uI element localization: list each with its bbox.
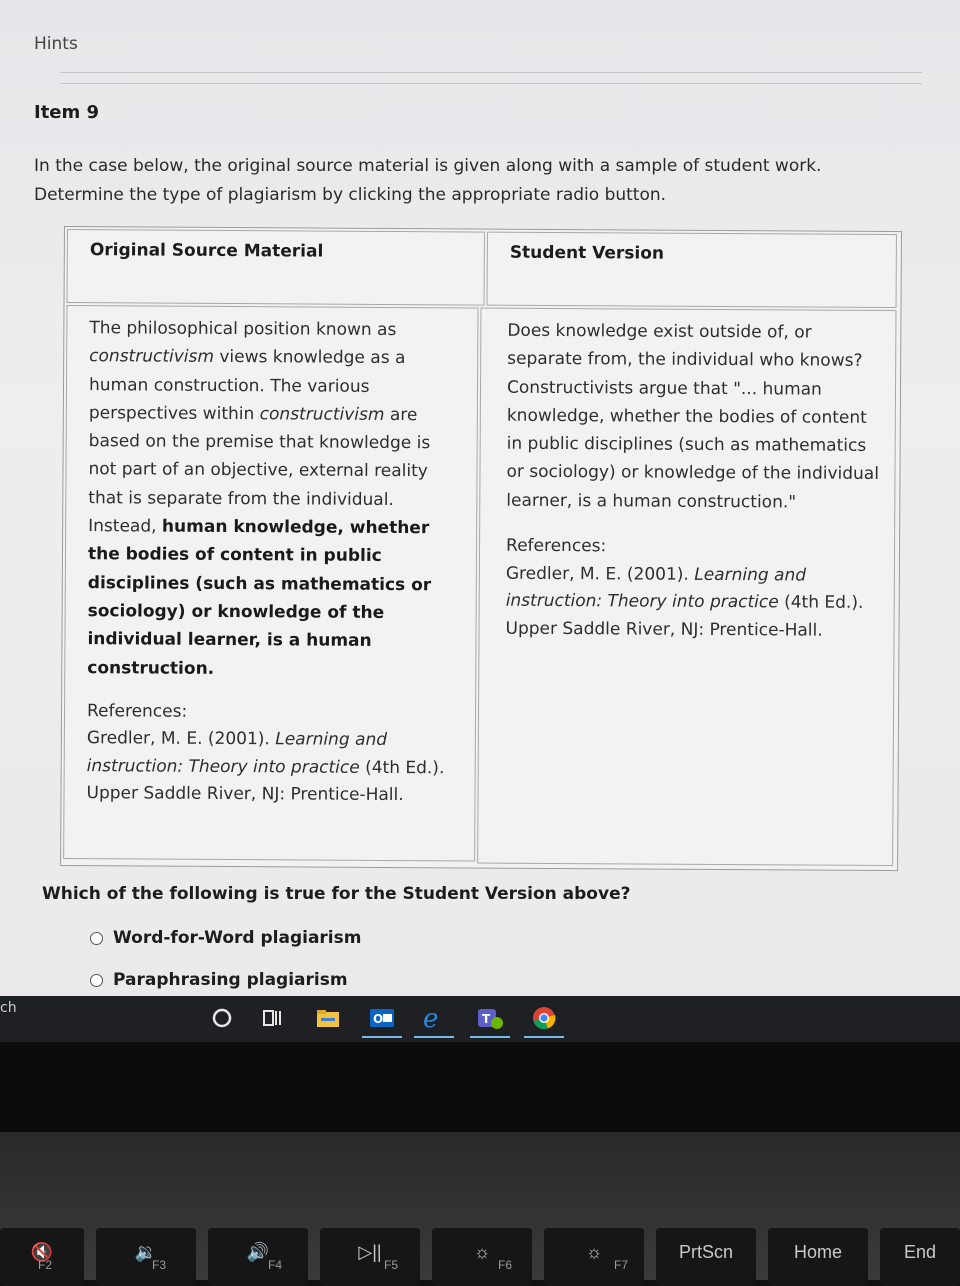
- student-version-header: Student Version: [487, 232, 897, 309]
- divider: [60, 72, 922, 73]
- text-run: views knowledge as a human construction. The various perspectives within: [88, 347, 406, 425]
- student-version-text: Does knowledge exist outside of, or separate from, the individual who knows? Constructivists argue that "... human knowledge, whether the bodies of content in public disciplines (such as mathematics or sociology) or knowledge of the individual learner, is a human construction.": [506, 320, 880, 513]
- reference-citation: [505, 560, 879, 645]
- original-references: [86, 698, 455, 810]
- citation-tail: (4th Ed.). Upper Saddle River, NJ: Prentice-Hall.: [86, 757, 445, 806]
- italic-term: constructivism: [259, 404, 385, 425]
- active-indicator: [414, 1036, 454, 1038]
- edge-icon[interactable]: [420, 1004, 448, 1032]
- option-word-for-word[interactable]: [90, 928, 361, 948]
- outlook-icon[interactable]: [368, 1004, 396, 1032]
- original-source-header: Original Source Material: [67, 229, 485, 306]
- key-glyph: 🔇: [30, 1242, 54, 1262]
- key-glyph: Home: [793, 1242, 842, 1262]
- reference-citation: [86, 726, 454, 811]
- original-source-text: [87, 314, 457, 684]
- key-fn-label: F2: [38, 1258, 53, 1272]
- svg-text:e: e: [423, 1005, 439, 1031]
- key-brightness-down[interactable]: [432, 1228, 532, 1286]
- key-fn-label: F4: [268, 1258, 283, 1272]
- key-fn-label: F6: [498, 1258, 513, 1272]
- option-paraphrasing[interactable]: [90, 970, 348, 990]
- svg-text:O: O: [373, 1012, 384, 1026]
- keyboard-function-row: [0, 1132, 960, 1280]
- chrome-icon[interactable]: [530, 1004, 558, 1032]
- item-instructions: In the case below, the original source material is given along with a sample of student work. Determine the type of plagiarism by clicking the appropriate radio button.: [34, 156, 822, 205]
- key-fn-label: F3: [152, 1258, 167, 1272]
- references-label: References:: [86, 701, 188, 722]
- option-label: Paraphrasing plagiarism: [113, 970, 348, 990]
- key-fn-label: F7: [614, 1258, 629, 1272]
- comparison-table: [60, 226, 902, 871]
- citation-tail: (4th Ed.). Upper Saddle River, NJ: Prentice-Hall.: [505, 592, 864, 641]
- student-references: [505, 533, 880, 645]
- key-play-pause[interactable]: [320, 1228, 420, 1286]
- key-volume-up[interactable]: [208, 1228, 308, 1286]
- key-volume-down[interactable]: [96, 1228, 196, 1286]
- cortana-circle-icon[interactable]: [208, 1004, 236, 1032]
- svg-text:T: T: [482, 1012, 491, 1026]
- citation-author: Gredler, M. E. (2001).: [505, 563, 695, 585]
- citation-author: Gredler, M. E. (2001).: [86, 728, 276, 750]
- divider: [60, 83, 922, 84]
- file-explorer-icon[interactable]: [314, 1004, 342, 1032]
- search-box-edge[interactable]: ch: [0, 1000, 17, 1016]
- key-end[interactable]: [880, 1228, 960, 1286]
- windows-taskbar: [0, 996, 960, 1042]
- active-indicator: [524, 1036, 564, 1038]
- bold-quote: human knowledge, whether the bodies of content in public disciplines (such as mathematics or sociology) or knowledge of the individual learner, is a human construction.: [87, 516, 432, 679]
- question-prompt: Which of the following is true for the Student Version above?: [42, 884, 631, 904]
- key-glyph: ☼: [585, 1242, 603, 1262]
- key-brightness-up[interactable]: [544, 1228, 644, 1286]
- key-glyph: 🔉: [134, 1242, 158, 1262]
- references-label: References:: [505, 535, 607, 557]
- laptop-bezel: [0, 1042, 960, 1132]
- key-glyph: 🔊: [246, 1242, 270, 1262]
- option-label: Word-for-Word plagiarism: [113, 928, 362, 948]
- radio-button[interactable]: [90, 932, 103, 945]
- task-view-icon[interactable]: [258, 1004, 286, 1032]
- key-glyph: PrtScn: [678, 1242, 734, 1262]
- radio-button[interactable]: [90, 974, 103, 987]
- key-glyph: ☼: [473, 1242, 491, 1262]
- text-run: The philosophical position known as: [89, 318, 397, 341]
- key-home[interactable]: [768, 1228, 868, 1286]
- hints-link[interactable]: Hints: [34, 34, 78, 54]
- key-glyph: ▷||: [358, 1242, 382, 1262]
- active-indicator: [362, 1036, 402, 1038]
- key-glyph: End: [903, 1242, 937, 1262]
- text-run: are based on the premise that knowledge is not part of an objective, external reality that is separate from the individual. Instead,: [88, 404, 431, 537]
- item-title: Item 9: [34, 102, 100, 123]
- key-fn-label: F5: [384, 1258, 399, 1272]
- key-mute[interactable]: [0, 1228, 84, 1286]
- student-version-cell: [477, 308, 896, 867]
- original-source-cell: [63, 305, 478, 862]
- italic-term: constructivism: [89, 346, 215, 368]
- citation-title: Learning and instruction: Theory into practice: [505, 564, 807, 613]
- teams-icon[interactable]: [476, 1004, 504, 1032]
- key-prtscn[interactable]: [656, 1228, 756, 1286]
- citation-title: Learning and instruction: Theory into practice: [86, 729, 388, 778]
- active-indicator: [470, 1036, 510, 1038]
